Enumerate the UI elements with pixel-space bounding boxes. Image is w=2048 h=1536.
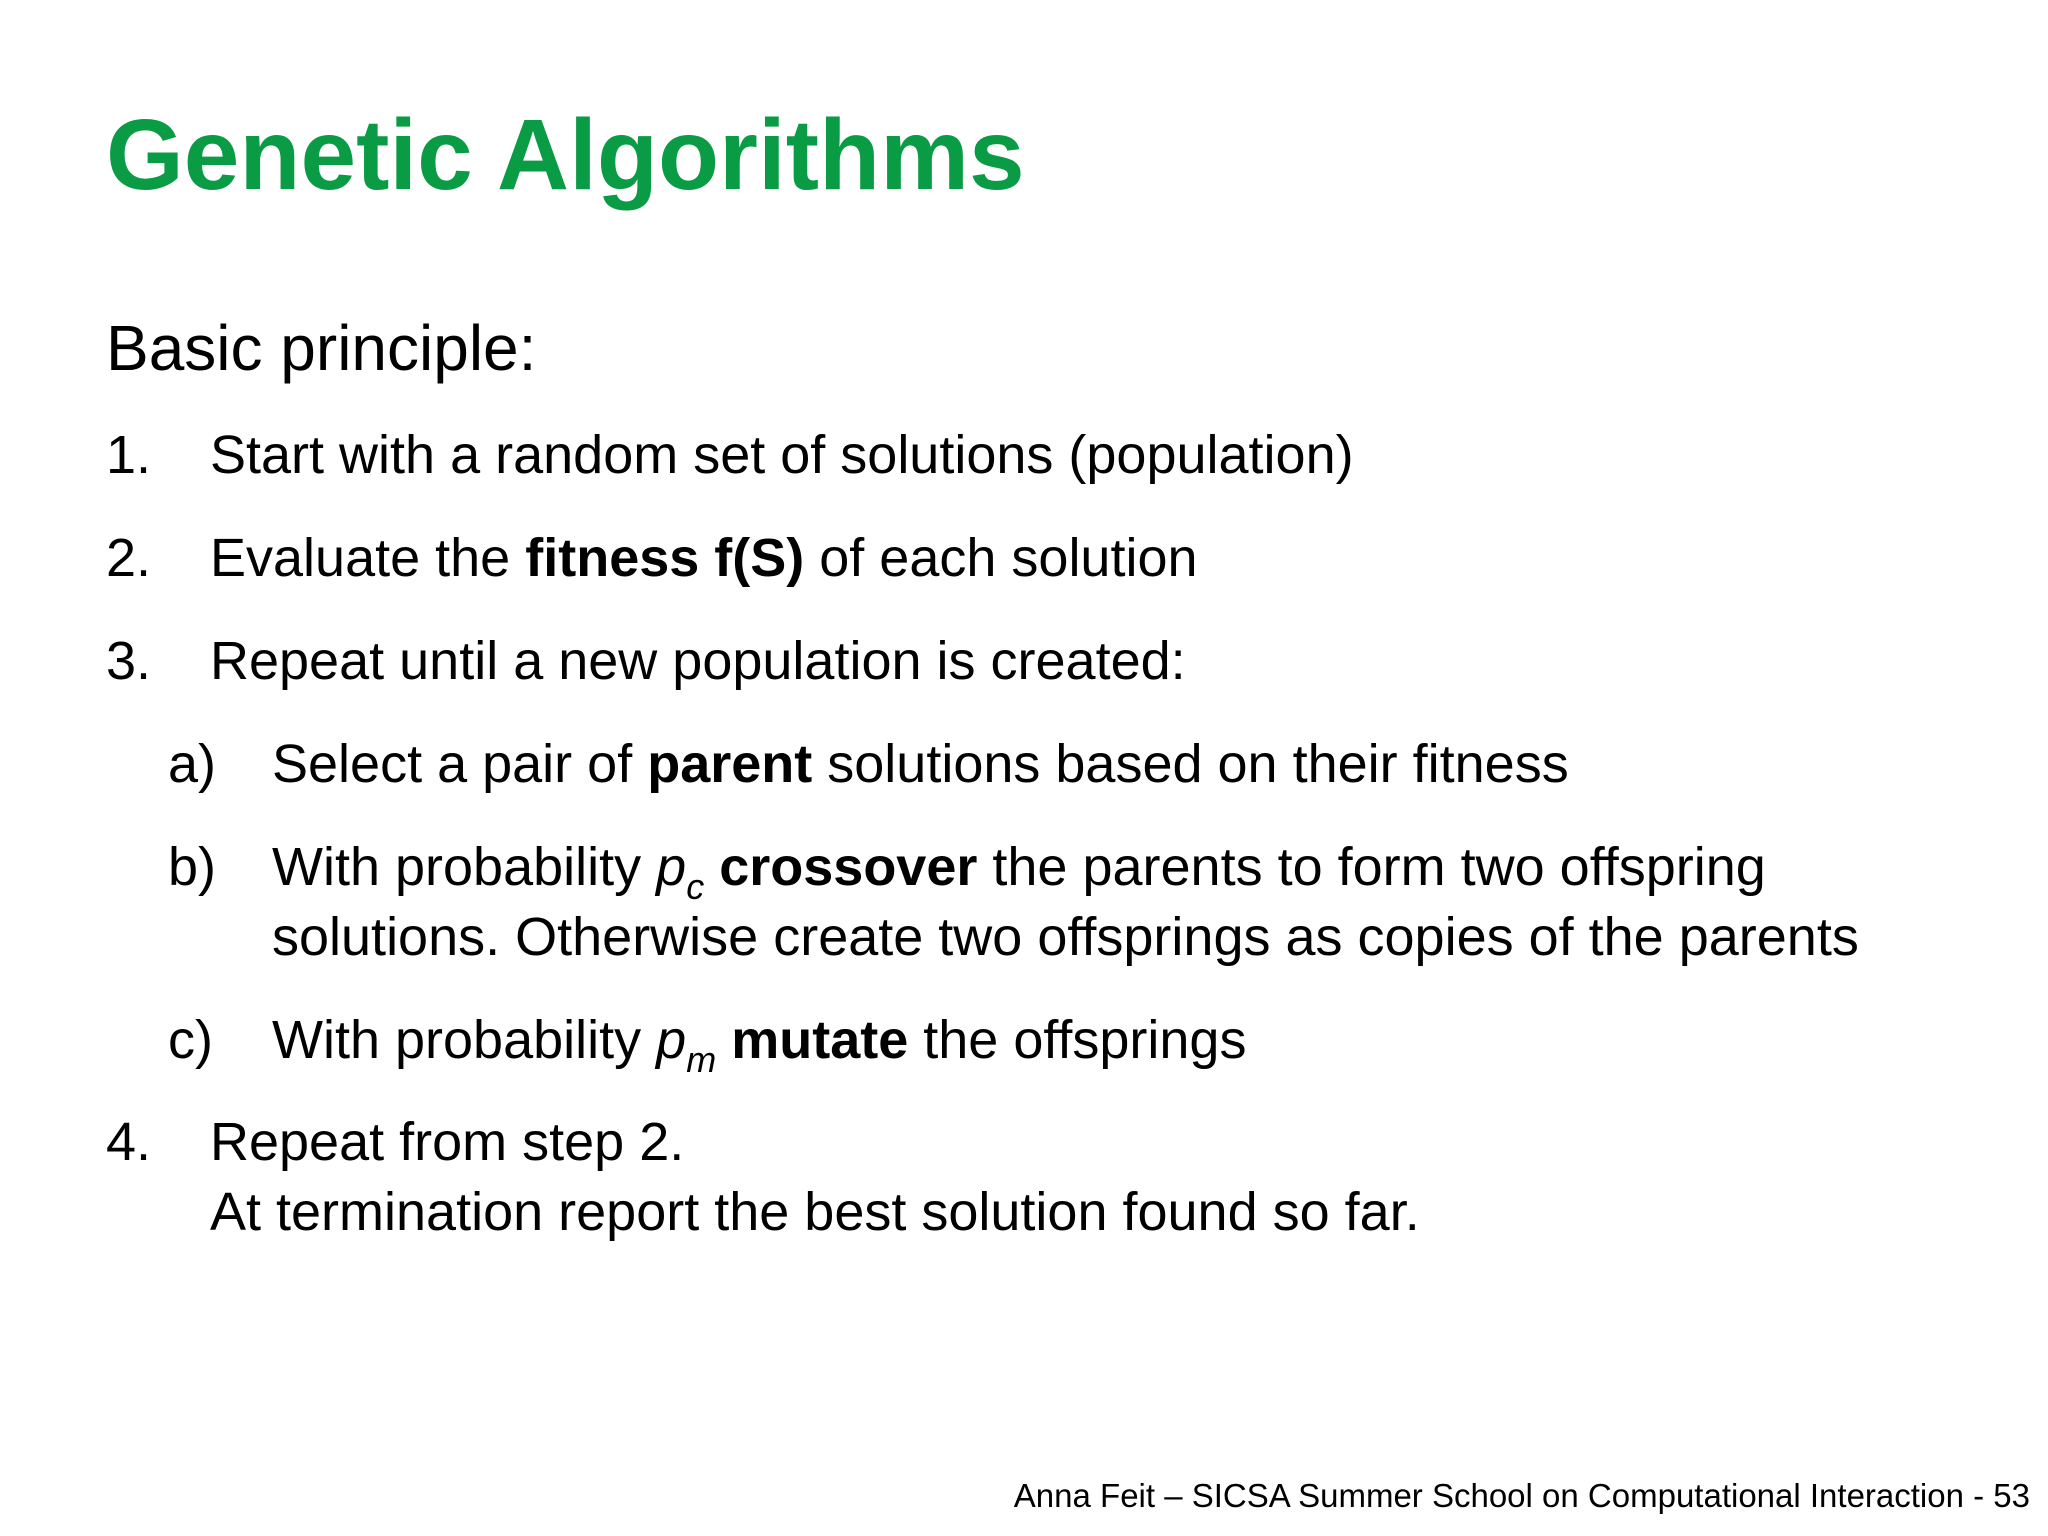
slide-title: Genetic Algorithms <box>106 99 1025 211</box>
bold-term-parent: parent <box>647 734 813 794</box>
math-var: p <box>656 1010 687 1070</box>
text-run: the parents to form two offspring <box>977 837 1766 897</box>
text-run: of each solution <box>804 528 1198 588</box>
list-marker: 1. <box>106 425 152 485</box>
slide-footer: Anna Feit – SICSA Summer School on Computational Interaction - 53 <box>1013 1477 2030 1514</box>
math-subscript: c <box>686 866 705 907</box>
math-variable-pm <box>656 1010 717 1080</box>
math-var: p <box>656 837 687 897</box>
list-marker: 3. <box>106 631 152 691</box>
list-item-text <box>210 523 1198 593</box>
bold-term-mutate: mutate <box>731 1010 909 1070</box>
text-run: Evaluate the <box>210 528 526 588</box>
list-item-text: Repeat until a new population is created: <box>210 631 1186 691</box>
list-item-text: At termination report the best solution found so far. <box>210 1182 1420 1242</box>
bold-term-fitness: fitness f(S) <box>525 528 805 588</box>
text-run: Select a pair of <box>272 734 648 794</box>
list-item-text: Repeat from step 2. <box>210 1112 685 1172</box>
list-marker: a) <box>168 734 217 794</box>
math-variable-pc <box>656 837 705 907</box>
text-run: solutions based on their fitness <box>812 734 1569 794</box>
list-marker: 4. <box>106 1112 152 1172</box>
text-run: With probability <box>272 837 657 897</box>
bold-term-crossover: crossover <box>719 837 978 897</box>
list-marker: b) <box>168 837 217 897</box>
list-item-text <box>272 1005 1247 1080</box>
text-run: With probability <box>272 1010 657 1070</box>
list-item-text <box>272 832 1766 907</box>
list-item-text: solutions. Otherwise create two offsprings as copies of the parents <box>272 907 1859 967</box>
list-item-text: Start with a random set of solutions (population) <box>210 425 1354 485</box>
section-heading: Basic principle: <box>106 312 537 384</box>
list-marker: c) <box>168 1010 213 1070</box>
math-subscript: m <box>686 1039 717 1080</box>
list-marker: 2. <box>106 528 152 588</box>
list-item-text <box>272 729 1569 799</box>
text-run: the offsprings <box>908 1010 1247 1070</box>
